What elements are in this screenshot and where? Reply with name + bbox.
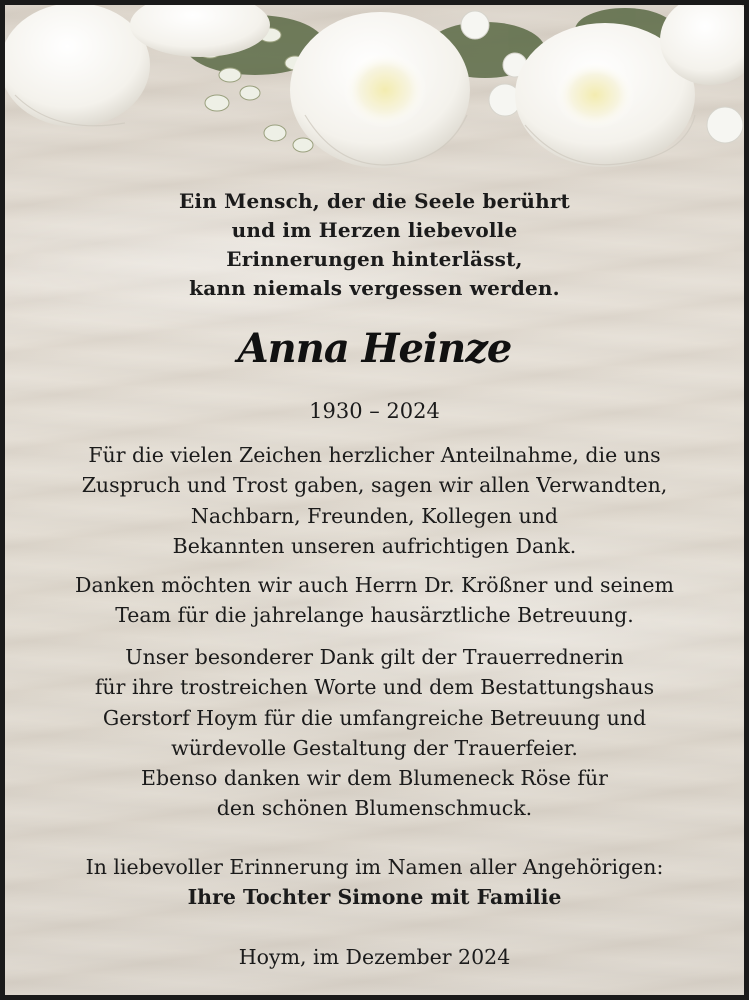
body-line: würdevolle Gestaltung der Trauerfeier. [171, 736, 578, 760]
verse-line: kann niemals vergessen werden. [189, 276, 560, 300]
body-line: Nachbarn, Freunden, Kollegen und [190, 504, 559, 528]
signature: Ihre Tochter Simone mit Familie [187, 885, 562, 909]
body-line: Danken möchten wir auch Herrn Dr. Krößner und seinem [75, 573, 674, 597]
verse-line: Ein Mensch, der die Seele berührt [178, 189, 570, 213]
body-line: für ihre trostreichen Worte und dem Bestattungshaus [94, 675, 655, 699]
life-years: 1930 – 2024 [309, 399, 440, 423]
verse-line: Erinnerungen hinterlässt, [226, 247, 523, 271]
body-line: Unser besonderer Dank gilt der Trauerrednerin [125, 645, 624, 669]
body-line: Gerstorf Hoym für die umfangreiche Betreuung und [102, 706, 647, 730]
verse-line: und im Herzen liebevolle [231, 218, 518, 242]
place-date: Hoym, im Dezember 2024 [238, 945, 511, 969]
obituary-text [5, 5, 744, 995]
body-line: den schönen Blumenschmuck. [216, 796, 533, 820]
body-line: Team für die jahrelange hausärztliche Betreuung. [115, 603, 634, 627]
body-line: Zuspruch und Trost gaben, sagen wir allen Verwandten, [81, 473, 668, 497]
body-line: Ebenso danken wir dem Blumeneck Röse für [141, 766, 608, 790]
deceased-name: Anna Heinze [237, 325, 512, 372]
closing-line: In liebevoller Erinnerung im Namen aller Angehörigen: [85, 855, 664, 879]
body-line: Bekannten unseren aufrichtigen Dank. [172, 534, 577, 558]
body-line: Für die vielen Zeichen herzlicher Anteilnahme, die uns [88, 443, 661, 467]
